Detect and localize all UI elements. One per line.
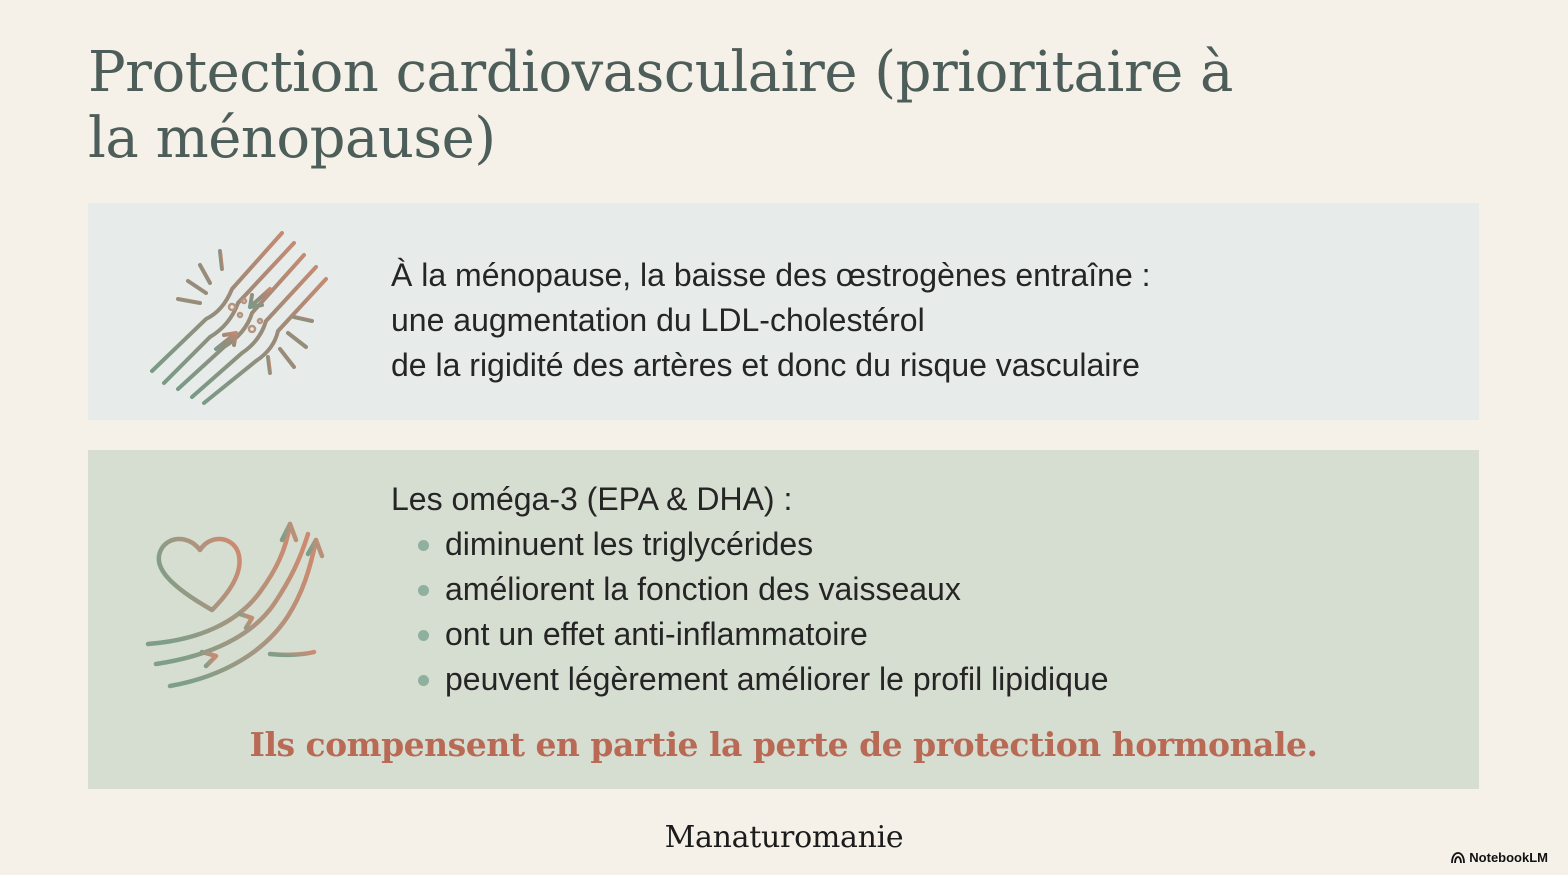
list-item-text: peuvent légèrement améliorer le profil lipidique <box>445 661 1109 697</box>
list-item <box>391 567 1108 612</box>
heart-flow-icon <box>140 510 335 700</box>
bullet-dot <box>418 540 429 551</box>
notebooklm-watermark <box>1451 850 1548 865</box>
omega3-text <box>391 477 1108 702</box>
benefits-list <box>391 522 1108 702</box>
text-line: de la rigidité des artères et donc du risque vasculaire <box>391 347 1140 383</box>
footer-brand: Manaturomanie <box>664 820 904 855</box>
list-item <box>391 657 1108 702</box>
text-line: une augmentation du LDL-cholestérol <box>391 302 925 338</box>
page-title: Protection cardiovasculaire (prioritaire à la ménopause) <box>88 40 1233 171</box>
bullet-dot <box>418 585 429 596</box>
bullet-dot <box>418 675 429 686</box>
list-item <box>391 522 1108 567</box>
omega3-heading: Les oméga-3 (EPA & DHA) : <box>391 481 793 517</box>
omega3-benefits-panel <box>88 450 1479 789</box>
artery-plaque-icon <box>148 221 338 406</box>
conclusion-text: Ils compensent en partie la perte de protection hormonale. <box>249 725 1318 764</box>
list-item-text: diminuent les triglycérides <box>445 526 814 562</box>
bullet-dot <box>418 630 429 641</box>
list-item <box>391 612 1108 657</box>
list-item-text: ont un effet anti-inflammatoire <box>445 616 868 652</box>
text-line: À la ménopause, la baisse des œstrogènes entraîne : <box>391 257 1151 293</box>
notebooklm-logo-icon <box>1451 852 1465 864</box>
estrogen-decline-text <box>391 253 1151 388</box>
list-item-text: améliorent la fonction des vaisseaux <box>445 571 961 607</box>
estrogen-decline-panel <box>88 203 1479 420</box>
watermark-label: NotebookLM <box>1469 850 1548 865</box>
